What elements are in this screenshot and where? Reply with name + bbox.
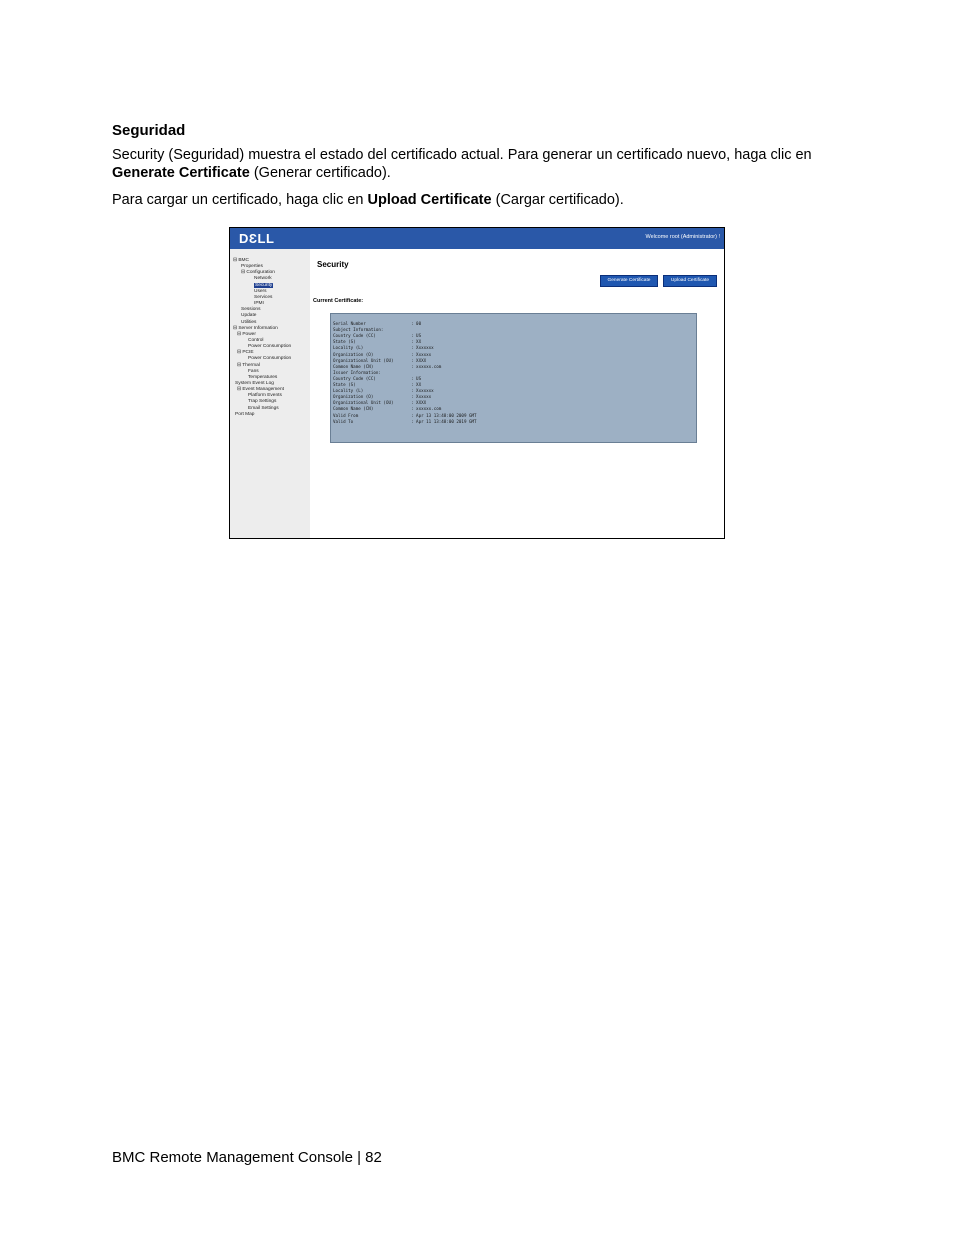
security-page-screenshot xyxy=(229,227,725,539)
certificate-line: Organizational Unit (OU) : XXXX xyxy=(333,400,427,406)
dell-logo: DƐLL xyxy=(239,231,275,246)
certificate-line: Locality (L) : Xxxxxxx xyxy=(333,388,434,394)
nav-item-control[interactable]: Control xyxy=(248,337,264,343)
generate-certificate-button[interactable]: Generate Certificate xyxy=(600,275,658,287)
nav-item-platform-events[interactable]: Platform Events xyxy=(248,393,282,399)
nav-item-users[interactable]: Users xyxy=(254,288,267,294)
nav-item-configuration[interactable]: ⊟ Configuration xyxy=(241,270,275,276)
nav-item-power-consumption[interactable]: Power Consumption xyxy=(248,344,292,350)
certificate-line: Locality (L) : Xxxxxxx xyxy=(333,345,434,351)
nav-item-bmc[interactable]: ⊟ BMC xyxy=(233,258,250,263)
certificate-line: Organization (O) : Xxxxxx xyxy=(333,394,432,400)
nav-item-ipmi[interactable]: IPMI xyxy=(254,301,264,307)
paragraph-security: Security (Seguridad) muestra el estado del certificado actual. Para generar un certificado nuevo, haga clic en Generate Certificate (Generar certificado). xyxy=(112,147,812,181)
welcome-text: Welcome root (Administrator) ! xyxy=(645,234,720,240)
nav-item-utilities[interactable]: Utilities xyxy=(241,319,257,325)
nav-item-properties[interactable]: Properties xyxy=(241,264,263,270)
current-certificate-label: Current Certificate: xyxy=(313,298,364,304)
nav-item-email-settings[interactable]: Email Settings xyxy=(248,405,279,411)
nav-item-update[interactable]: Update xyxy=(241,313,257,319)
paragraph-upload: Para cargar un certificado, haga clic en Upload Certificate (Cargar certificado). xyxy=(112,192,624,208)
nav-item-power[interactable]: ⊟ Power xyxy=(237,331,256,337)
nav-item-thermal[interactable]: ⊟ Thermal xyxy=(237,362,260,368)
nav-item-temperatures[interactable]: Temperatures xyxy=(248,374,278,380)
nav-item-sessions[interactable]: Sessions xyxy=(241,307,261,313)
upload-certificate-button[interactable]: Upload Certificate xyxy=(663,275,717,287)
certificate-line: Country Code (CC) : US xyxy=(333,375,422,381)
page-title: Security xyxy=(317,260,349,269)
certificate-line: Organizational Unit (OU) : XXXX xyxy=(333,357,427,363)
certificate-line: Subject Information: xyxy=(333,327,384,333)
certificate-details-box xyxy=(330,313,697,443)
upload-certificate-term: Upload Certificate xyxy=(367,192,492,208)
nav-item-power-consumption[interactable]: Power Consumption xyxy=(248,356,292,362)
certificate-line: Organization (O) : Xxxxxx xyxy=(333,351,432,357)
nav-item-fans[interactable]: Fans xyxy=(248,368,259,374)
certificate-line: Valid To : Apr 11 13:48:00 2019 GMT xyxy=(333,418,477,424)
section-heading: Seguridad xyxy=(112,122,186,139)
nav-item-port-map[interactable]: Port Map xyxy=(235,411,255,417)
certificate-line: Common Name (CN) : xxxxxx.com xyxy=(333,406,442,412)
certificate-line: Issuer Information: xyxy=(333,369,381,375)
certificate-line: Common Name (CN) : xxxxxx.com xyxy=(333,363,442,369)
nav-item-event-management[interactable]: ⊟ Event Management xyxy=(237,387,284,393)
certificate-line: Valid From : Apr 13 13:48:00 2009 GMT xyxy=(333,412,477,418)
nav-item-security[interactable]: Security xyxy=(255,282,273,288)
certificate-line: State (S) : XX xyxy=(333,339,422,345)
nav-item-pcie[interactable]: ⊟ PCIE xyxy=(237,350,254,356)
certificate-line: State (S) : XX xyxy=(333,382,422,387)
nav-item-system-event-log[interactable]: System Event Log xyxy=(235,381,274,386)
app-header xyxy=(230,228,724,249)
nav-item-trap-settings[interactable]: Trap Settings xyxy=(248,399,277,405)
nav-tree xyxy=(230,249,310,538)
certificate-line: Country Code (CC) : US xyxy=(333,333,422,339)
nav-item-network[interactable]: Network xyxy=(254,276,272,282)
nav-item-services[interactable]: Services xyxy=(254,294,273,300)
certificate-line: Serial Number : 00 xyxy=(333,321,422,326)
nav-item-server-information[interactable]: ⊟ Server Information xyxy=(233,325,278,331)
page-footer: BMC Remote Management Console | 82 xyxy=(112,1149,382,1166)
generate-certificate-term: Generate Certificate xyxy=(112,165,250,181)
